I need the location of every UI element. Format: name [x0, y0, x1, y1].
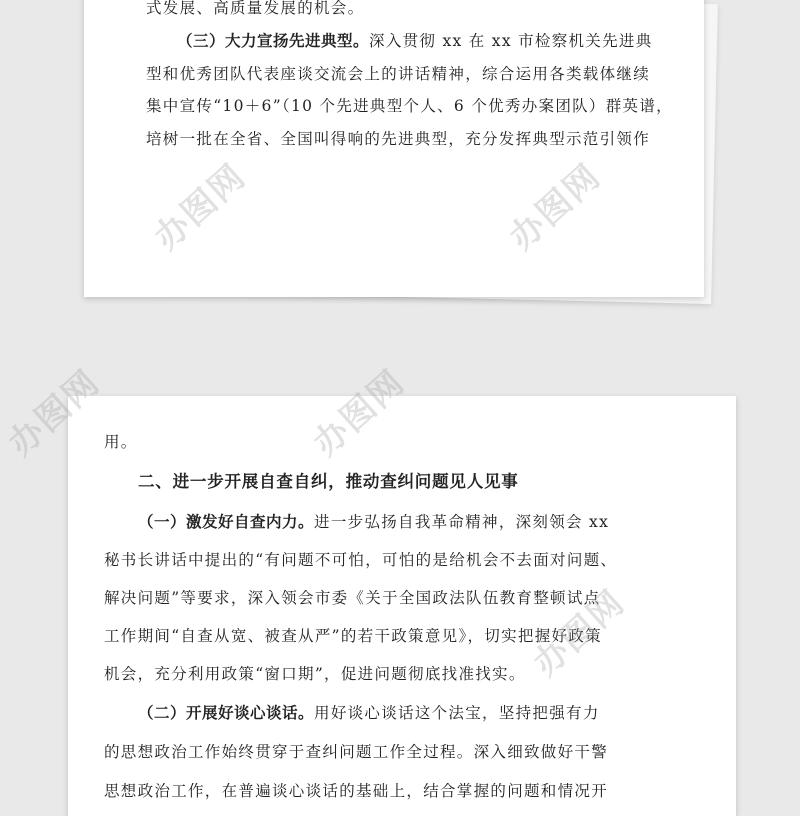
text-line: 型和优秀团队代表座谈交流会上的讲话精神，综合运用各类载体继续: [146, 65, 651, 83]
text-line: 解决问题”等要求，深入领会市委《关于全国政法队伍教育整顿试点: [104, 589, 601, 607]
text-line: （一）激发好自查内力。进一步弘扬自我革命精神，深刻领会 xx: [138, 513, 610, 531]
text-line: 培树一批在全省、全国叫得响的先进典型，充分发挥典型示范引领作: [146, 130, 651, 148]
text-line: 式发展、高质量发展的机会。: [146, 0, 365, 17]
watermark: 办图网: [146, 156, 254, 259]
watermark: 办图网: [525, 582, 633, 685]
text-line: [138, 472, 519, 492]
text-line: 思想政治工作，在普遍谈心谈话的基础上，结合掌握的问题和情况开: [104, 782, 609, 800]
text-line: 机会，充分利用政策“窗口期”，促进问题彻底找准找实。: [104, 665, 526, 683]
subheading: （一）激发好自查内力。: [138, 513, 315, 531]
subheading: （二）开展好谈心谈话。: [138, 704, 315, 722]
text-line: （二）开展好谈心谈话。用好谈心谈话这个法宝，坚持把强有力: [138, 704, 600, 722]
section-heading: 二、进一步开展自查自纠，推动查纠问题见人见事: [138, 472, 519, 491]
watermark: 办图网: [305, 362, 413, 465]
subheading: （三）大力宣扬先进典型。: [177, 32, 370, 50]
text-line: 的思想政治工作始终贯穿于查纠问题工作全过程。深入细致做好干警: [104, 743, 609, 761]
document-page-1: [84, 0, 704, 297]
watermark: 办图网: [0, 362, 108, 465]
document-page-2: [0, 362, 736, 816]
watermark: 办图网: [501, 156, 609, 259]
text-line: 秘书长讲话中提出的“有问题不可怕，可怕的是给机会不去面对问题、: [104, 551, 618, 569]
text-line: （三）大力宣扬先进典型。深入贯彻 xx 在 xx 市检察机关先进典: [177, 32, 653, 50]
text-line: 集中宣传“10＋6”（10 个先进典型个人、6 个优秀办案团队）群英谱，: [146, 97, 673, 115]
text-line: 工作期间“自查从宽、被查从严”的若干政策意见》，切实把握好政策: [104, 627, 602, 645]
text-line: 用。: [104, 433, 138, 451]
